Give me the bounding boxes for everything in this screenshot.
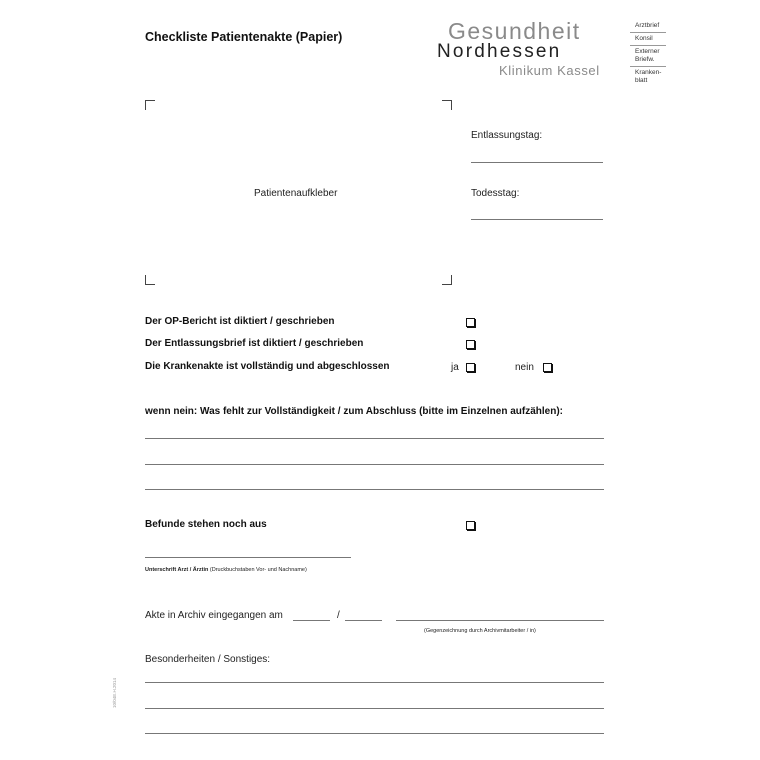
sticker-corner-bottom-right [442, 275, 452, 285]
tab-krankenblatt: Kranken-blatt [635, 69, 662, 84]
record-complete-label: Die Krankenakte ist vollständig und abgeschlossen [145, 361, 390, 372]
sticker-corner-top-right [442, 100, 452, 110]
tab-externer-briefw: Externer Briefw. [635, 48, 660, 63]
discharge-letter-checkbox[interactable] [466, 340, 475, 349]
tab-divider [630, 45, 666, 46]
remarks-label: Besonderheiten / Sonstiges: [145, 654, 271, 665]
missing-items-line-2[interactable] [145, 464, 604, 465]
missing-items-line-3[interactable] [145, 489, 604, 490]
remarks-line-2[interactable] [145, 708, 604, 709]
discharge-letter-label: Der Entlassungsbrief ist diktiert / geschrieben [145, 338, 364, 349]
logo-line-klinikum: Klinikum Kassel [499, 63, 600, 78]
signature-label [145, 567, 307, 573]
sticker-corner-bottom-left [145, 275, 155, 285]
tab-konsil: Konsil [635, 35, 653, 42]
signature-line[interactable] [145, 557, 351, 558]
discharge-date-field[interactable] [471, 162, 603, 163]
form-code: 10/04E.H.2014 [112, 677, 117, 708]
yes-checkbox[interactable] [466, 363, 475, 372]
tab-divider [630, 66, 666, 67]
logo-line-nordhessen: Nordhessen [437, 41, 562, 62]
logo-line-gesundheit: Gesundheit [448, 18, 581, 44]
no-label: nein [515, 362, 534, 373]
missing-items-question: wenn nein: Was fehlt zur Vollständigkeit / zum Abschluss (bitte im Einzelnen aufzählen): [145, 406, 564, 417]
signature-label-note: (Druckbuchstaben Vor- und Nachname) [209, 567, 307, 573]
archive-countersign-field[interactable] [396, 620, 604, 621]
op-report-checkbox[interactable] [466, 318, 475, 327]
patient-sticker-label: Patientenaufkleber [254, 188, 338, 199]
remarks-line-1[interactable] [145, 682, 604, 683]
signature-label-bold: Unterschrift Arzt / Ärztin [145, 567, 209, 573]
yes-label: ja [451, 362, 459, 373]
op-report-label: Der OP-Bericht ist diktiert / geschrieben [145, 316, 335, 327]
death-date-field[interactable] [471, 219, 603, 220]
tab-divider [630, 32, 666, 33]
discharge-date-label: Entlassungstag: [471, 130, 543, 141]
archive-date-field-2[interactable] [345, 620, 382, 621]
death-date-label: Todesstag: [471, 188, 520, 199]
pending-findings-checkbox[interactable] [466, 521, 475, 530]
pending-findings-label: Befunde stehen noch aus [145, 519, 267, 530]
missing-items-line-1[interactable] [145, 438, 604, 439]
remarks-line-3[interactable] [145, 733, 604, 734]
tab-arztbrief: Arztbrief [635, 22, 660, 29]
no-checkbox[interactable] [543, 363, 552, 372]
archive-date-field-1[interactable] [293, 620, 330, 621]
archive-countersign-note: (Gegenzeichnung durch Archivmitarbeiter / in) [424, 628, 536, 634]
archive-date-separator: / [337, 610, 340, 621]
archive-received-label: Akte in Archiv eingegangen am [145, 610, 283, 621]
form-title: Checkliste Patientenakte (Papier) [145, 30, 343, 44]
sticker-corner-top-left [145, 100, 155, 110]
